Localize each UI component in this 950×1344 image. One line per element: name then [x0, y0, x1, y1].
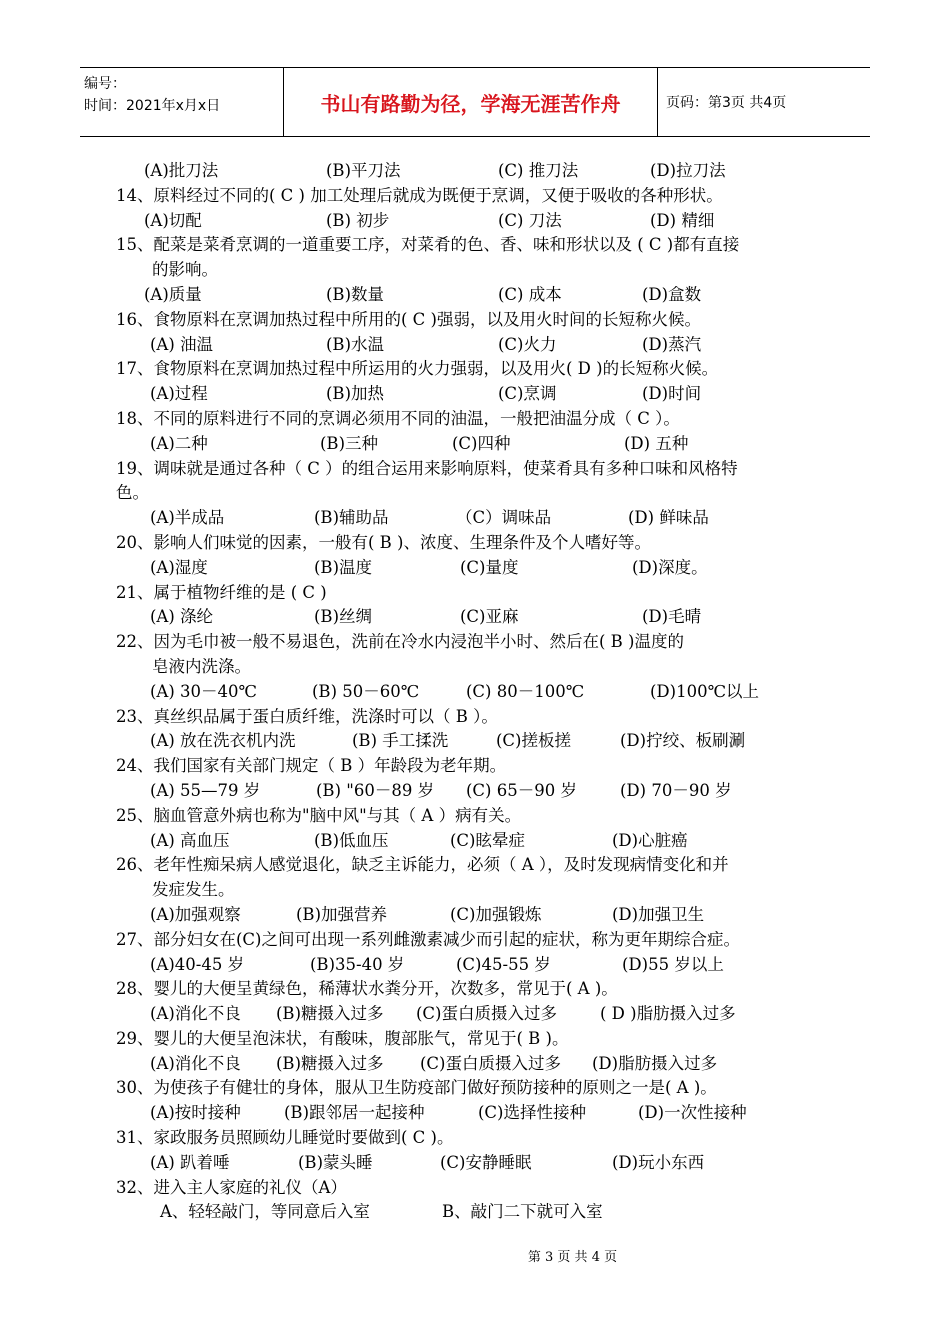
option: (B)加强营养 [296, 904, 387, 924]
question-text: 25、脑血管意外病也称为"脑中风"与其（ A ）病有关。 [116, 805, 522, 825]
option: (A)切配 [144, 210, 202, 230]
options-row [116, 1101, 856, 1126]
option: (B)加热 [326, 384, 384, 404]
option: (B)35-40 岁 [310, 954, 405, 974]
option: (B)水温 [326, 334, 384, 354]
option: (A) 放在洗衣机内洗 [150, 731, 296, 751]
option: (C)选择性接种 [478, 1103, 586, 1123]
option: (C)安静睡眠 [440, 1152, 532, 1172]
option: (A) 高血压 [150, 830, 230, 850]
question-text: 26、老年性痴呆病人感觉退化，缺乏主诉能力，必须（ A ），及时发现病情变化和并 [116, 855, 729, 875]
option: (C)眩晕症 [450, 830, 525, 850]
options-row [116, 209, 856, 234]
option: (D)加强卫生 [612, 904, 705, 924]
question-text: 15、配菜是菜肴烹调的一道重要工序，对菜肴的色、香、味和形状以及 ( C )都有直接 [116, 235, 740, 255]
option: (B) 50－60℃ [312, 681, 420, 701]
option: (B)平刀法 [326, 161, 401, 180]
option: (D)心脏癌 [612, 830, 688, 850]
question-text: 23、真丝织品属于蛋白质纤维，洗涤时可以（ B ）。 [116, 706, 498, 726]
question-text: 22、因为毛巾被一般不易退色，洗前在冷水内浸泡半小时、然后在( B )温度的 [116, 632, 684, 652]
options-row [116, 680, 856, 705]
option: (D)拉刀法 [650, 161, 726, 180]
option: (B)蒙头睡 [298, 1152, 373, 1172]
option: (C)烹调 [498, 384, 557, 404]
header-meta [80, 68, 283, 136]
question-text: 28、婴儿的大便呈黄绿色，稀薄状水粪分开，次数多，常见于( A )。 [116, 979, 618, 999]
option: (A) 30－40℃ [150, 681, 257, 701]
option: (A)过程 [150, 384, 208, 404]
options-row [116, 1052, 856, 1077]
option: (C) 65－90 岁 [466, 780, 577, 800]
option: (A)加强观察 [150, 904, 241, 924]
option: (C)搓板搓 [496, 731, 571, 751]
question-text: 27、部分妇女在(C)之间可出现一系列雌激素减少而引起的症状，称为更年期综合症。 [116, 929, 740, 949]
options-row [116, 903, 856, 928]
options-row [116, 159, 856, 184]
option: (D)时间 [642, 384, 702, 404]
option: (D)深度。 [632, 557, 708, 577]
option: (A)批刀法 [144, 161, 219, 180]
option: (B) 手工揉洗 [352, 731, 449, 751]
options-row [116, 283, 856, 308]
option: (D) 精细 [650, 210, 715, 230]
option: (C)加强锻炼 [450, 904, 542, 924]
question-text: 20、影响人们味觉的因素，一般有( B )、浓度、生理条件及个人嗜好等。 [116, 532, 651, 552]
question-text: 24、我们国家有关部门规定（ B ）年龄段为老年期。 [116, 756, 507, 776]
option: (A)半成品 [150, 508, 225, 528]
option: (C)蛋白质摄入过多 [420, 1053, 561, 1073]
option: (D) 70－90 岁 [620, 780, 732, 800]
options-row [116, 953, 856, 978]
option: (B)数量 [326, 284, 384, 304]
options-row [116, 729, 856, 754]
option: A、轻轻敲门，等同意后入室 [160, 1202, 370, 1222]
option: (A) 油温 [150, 334, 214, 354]
option: (D)100℃以上 [650, 681, 760, 701]
option: (B)辅助品 [314, 508, 389, 528]
options-row [116, 432, 856, 457]
number-label: 编号： [84, 76, 126, 92]
option: (A)40-45 岁 [150, 954, 245, 974]
options-row [116, 1002, 856, 1027]
option: (D)55 岁以上 [622, 954, 724, 974]
question-text: 21、属于植物纤维的是 ( C ) [116, 582, 327, 602]
option: (C) 成本 [498, 284, 562, 304]
question-text: 14、原料经过不同的( C ) 加工处理后就成为既便于烹调，又便于吸收的各种形状。 [116, 185, 723, 205]
option: ( D )脂肪摄入过多 [600, 1004, 736, 1024]
option: (B)跟邻居一起接种 [284, 1103, 425, 1123]
option: (B)温度 [314, 557, 372, 577]
options-row [116, 605, 856, 630]
option: (A) 趴着唾 [150, 1152, 230, 1172]
question-text: 色。 [116, 483, 149, 503]
question-text: 30、为使孩子有健壮的身体，服从卫生防疫部门做好预防接种的原则之一是( A )。 [116, 1078, 717, 1098]
date-label: 时间：2021年x月x日 [84, 98, 221, 114]
option: (C)亚麻 [460, 607, 519, 627]
motto: 书山有路勤为径，学海无涯苦作舟 [283, 68, 658, 136]
option: B、敲门二下就可入室 [442, 1202, 603, 1222]
question-text: 16、食物原料在烹调加热过程中所用的( C )强弱，以及用火时间的长短称火候。 [116, 309, 701, 329]
option: (C)四种 [452, 433, 511, 453]
question-text: 29、婴儿的大便呈泡沫状，有酸味，腹部胀气，常见于( B )。 [116, 1028, 569, 1048]
option: (D)蒸汽 [642, 334, 702, 354]
option: (C) 推刀法 [498, 161, 579, 180]
page-footer [0, 1246, 950, 1265]
option: (A)二种 [150, 433, 208, 453]
option: (D)毛晴 [642, 607, 702, 627]
option: (D)拧绞、板刷涮 [620, 731, 746, 751]
question-list [116, 159, 856, 1225]
option: (B)糖摄入过多 [276, 1004, 384, 1024]
option: (A)湿度 [150, 557, 208, 577]
option: (C)45-55 岁 [456, 954, 551, 974]
option: (D) 鲜味品 [628, 508, 709, 528]
options-row [116, 1200, 856, 1225]
option: (D) 五种 [624, 433, 689, 453]
option: (C)蛋白质摄入过多 [416, 1004, 557, 1024]
option: (B)三种 [320, 433, 378, 453]
option: (B) 初步 [326, 210, 390, 230]
option: (A)按时接种 [150, 1103, 241, 1123]
option: (D)盒数 [642, 284, 702, 304]
option: (A)质量 [144, 284, 202, 304]
option: (B)低血压 [314, 830, 389, 850]
option: (A)消化不良 [150, 1053, 241, 1073]
page-info: 页码：第3页 共4页 [666, 95, 787, 111]
question-text: 31、家政服务员照顾幼儿睡觉时要做到( C )。 [116, 1128, 454, 1148]
option: (A) 55—79 岁 [150, 780, 261, 800]
footer-page-number: 第 3 页 共 4 页 [527, 1250, 618, 1265]
option: (B)丝绸 [314, 607, 372, 627]
question-text: 17、食物原料在烹调加热过程中所运用的火力强弱，以及用火( D )的长短称火候。 [116, 359, 719, 379]
options-row [116, 506, 856, 531]
option: (C)火力 [498, 334, 557, 354]
option: （C）调味品 [456, 508, 552, 528]
option: (D)脂肪摄入过多 [592, 1053, 718, 1073]
options-row [116, 556, 856, 581]
question-text: 32、进入主人家庭的礼仪（A） [116, 1177, 347, 1197]
option: (C) 80－100℃ [466, 681, 585, 701]
question-continuation: 皂液内洗涤。 [152, 656, 251, 676]
page-header [80, 67, 870, 137]
options-row [116, 1151, 856, 1176]
question-text: 18、不同的原料进行不同的烹调必须用不同的油温，一般把油温分成（ C ）。 [116, 408, 680, 428]
options-row [116, 382, 856, 407]
option: (A)消化不良 [150, 1004, 241, 1024]
option: (C) 刀法 [498, 210, 562, 230]
option: (D)玩小东西 [612, 1152, 705, 1172]
options-row [116, 333, 856, 358]
option: (B)糖摄入过多 [276, 1053, 384, 1073]
option: (A) 涤纶 [150, 607, 214, 627]
option: (C)量度 [460, 557, 519, 577]
option: (B) "60－89 岁 [316, 780, 435, 800]
question-continuation: 的影响。 [152, 260, 218, 280]
option: (D)一次性接种 [638, 1103, 747, 1123]
question-text: 19、调味就是通过各种（ C ）的组合运用来影响原料，使菜肴具有多种口味和风格特 [116, 458, 738, 478]
options-row [116, 829, 856, 854]
question-continuation: 发症发生。 [152, 880, 235, 900]
options-row [116, 779, 856, 804]
